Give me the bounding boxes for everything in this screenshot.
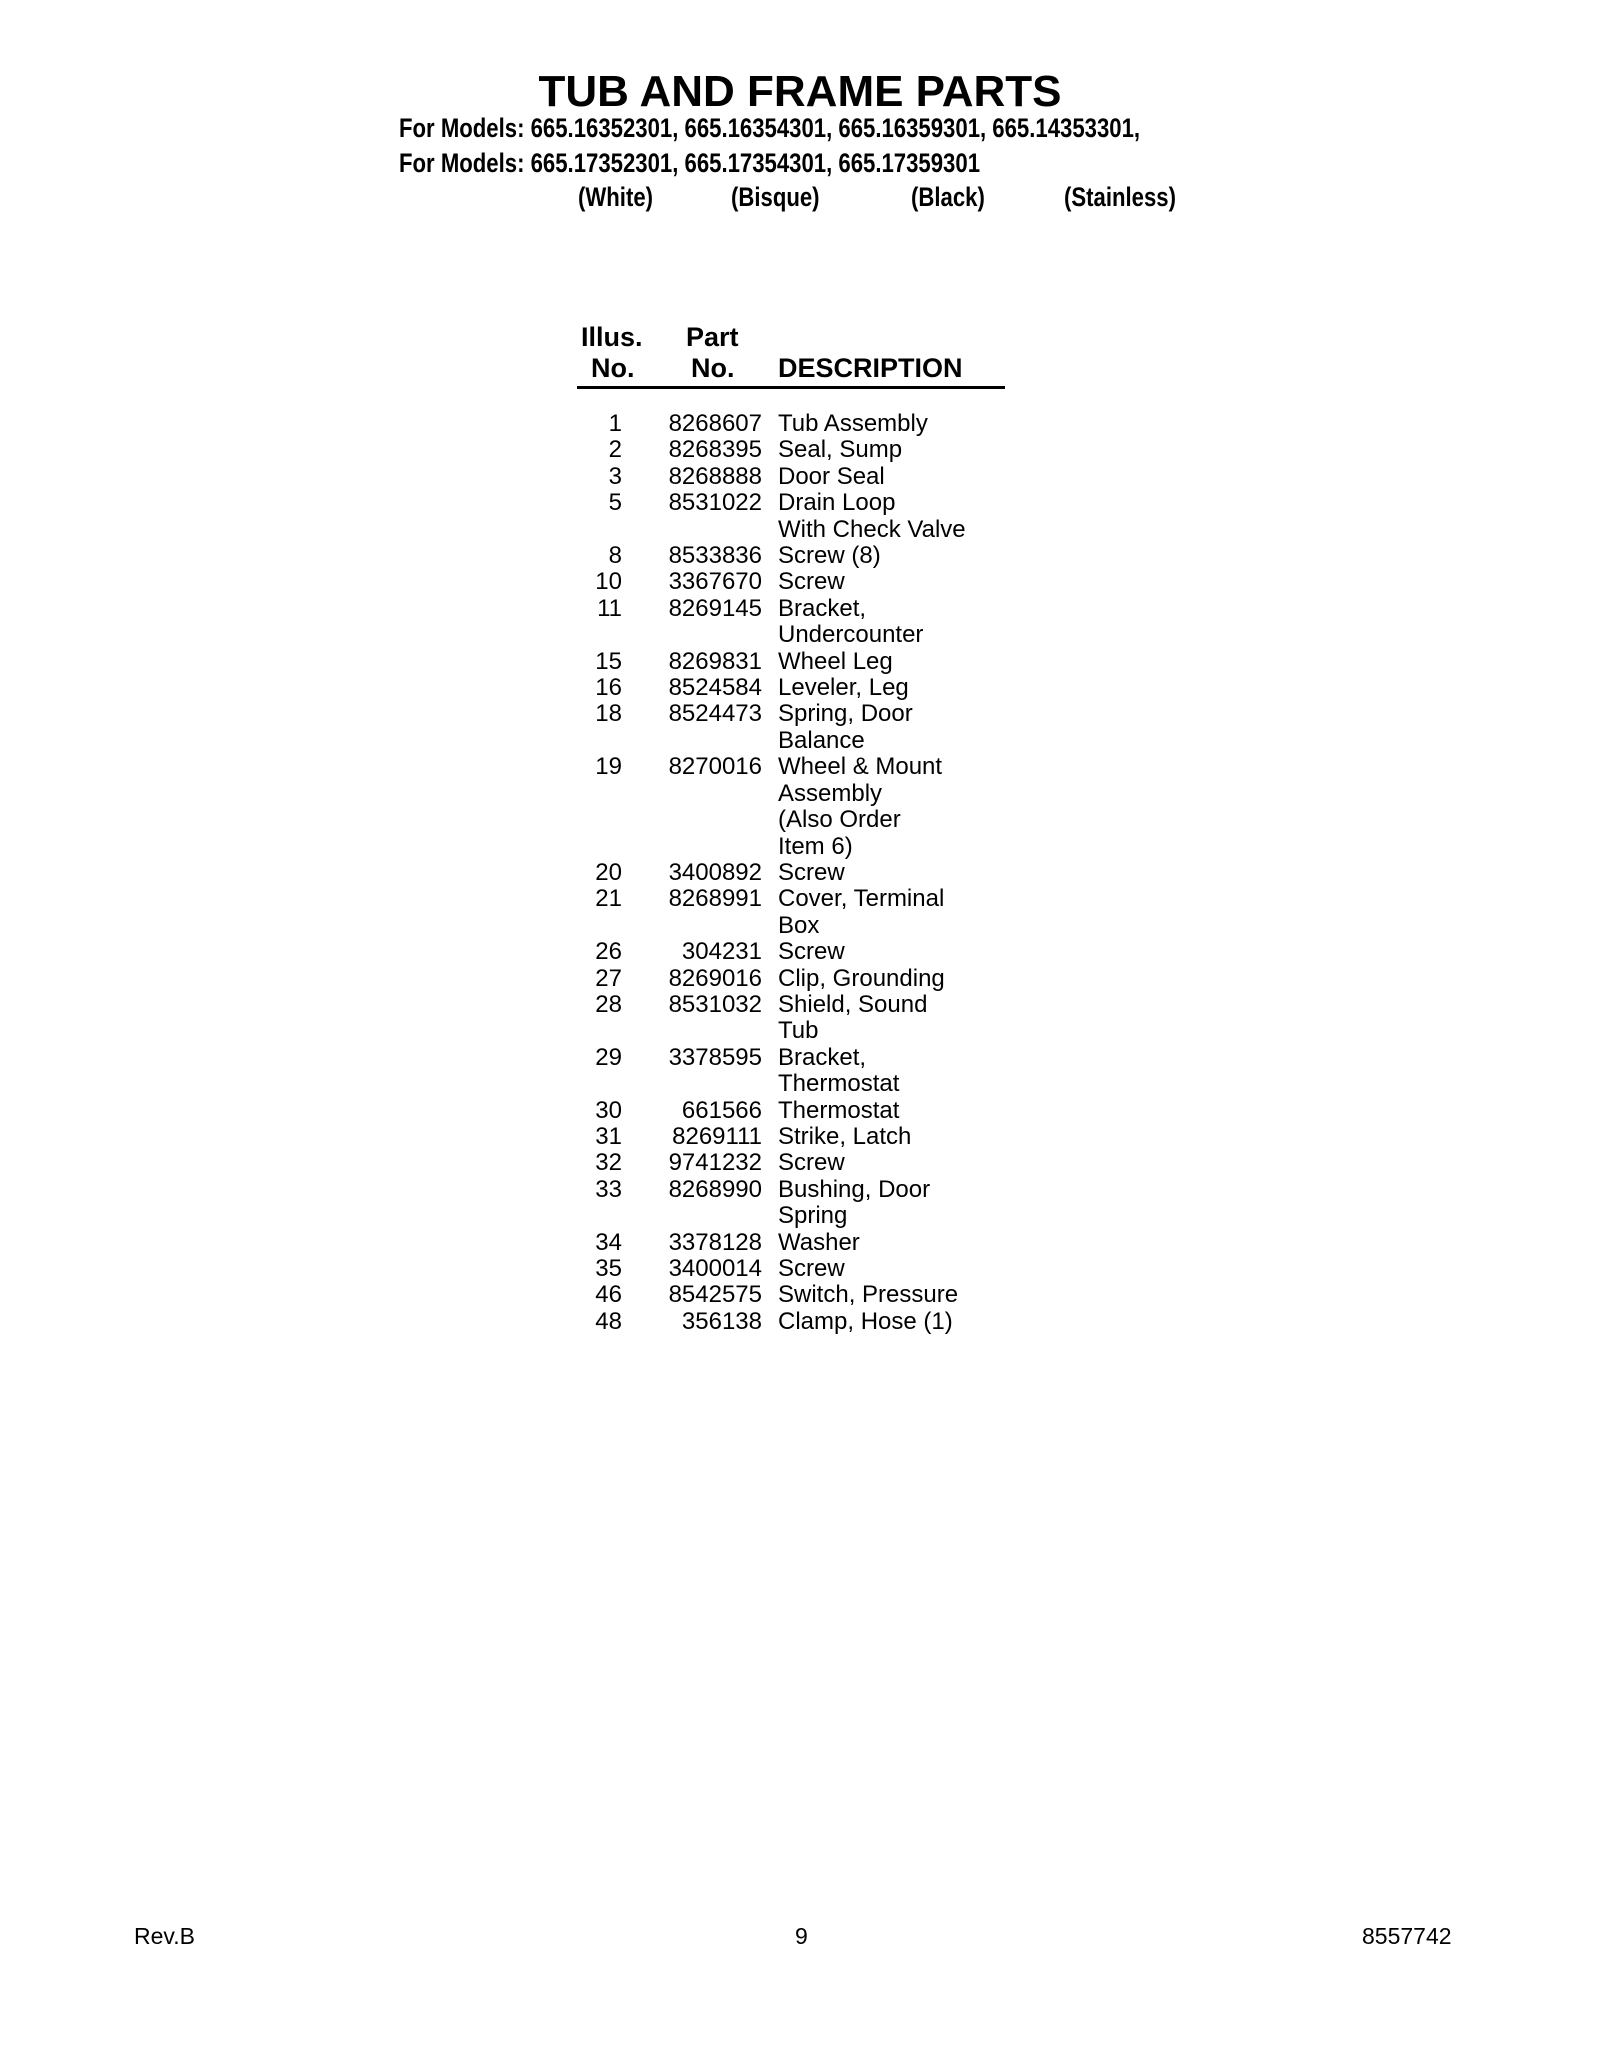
part-description bbox=[762, 1177, 930, 1230]
part-description bbox=[762, 966, 945, 992]
part-description bbox=[762, 1256, 845, 1282]
description-line: Bushing, Door bbox=[778, 1175, 931, 1203]
finish-stainless: (Stainless) bbox=[1064, 182, 1176, 212]
table-row bbox=[570, 1256, 1020, 1282]
part-number: 3400014 bbox=[668, 1255, 762, 1282]
illus-number: 21 bbox=[595, 885, 622, 913]
footer-document-number: 8557742 bbox=[1362, 1923, 1452, 1949]
description-line: Assembly bbox=[778, 779, 883, 807]
table-row bbox=[570, 966, 1020, 992]
description-line: Clamp, Hose (1) bbox=[778, 1307, 953, 1335]
header-illus-line1: Illus. bbox=[581, 322, 643, 352]
description-line: Screw bbox=[778, 1149, 845, 1177]
part-number: 8268395 bbox=[668, 436, 762, 464]
part-number: 8531032 bbox=[668, 990, 762, 1018]
page-title: TUB AND FRAME PARTS bbox=[538, 67, 1062, 116]
illus-number: 2 bbox=[608, 436, 622, 464]
description-line: Wheel Leg bbox=[778, 647, 893, 675]
table-row bbox=[570, 596, 1020, 649]
header-divider bbox=[577, 386, 1005, 389]
description-line: Tub bbox=[778, 1017, 819, 1045]
illus-number: 10 bbox=[595, 568, 622, 596]
part-description bbox=[762, 437, 902, 463]
header-part-line2: No. bbox=[691, 353, 735, 383]
table-row bbox=[570, 543, 1020, 569]
part-number: 3367670 bbox=[668, 568, 762, 596]
part-description bbox=[762, 1124, 911, 1150]
description-line: Screw bbox=[778, 938, 845, 966]
illus-number: 48 bbox=[595, 1307, 622, 1335]
part-description bbox=[762, 1309, 953, 1335]
part-number: 304231 bbox=[681, 938, 762, 966]
illus-number: 26 bbox=[595, 938, 622, 966]
illus-number: 15 bbox=[595, 647, 622, 675]
footer-page-number: 9 bbox=[795, 1923, 808, 1949]
table-row bbox=[570, 860, 1020, 886]
description-line: Thermostat bbox=[778, 1070, 900, 1098]
table-row bbox=[570, 886, 1020, 939]
finish-black: (Black) bbox=[911, 182, 985, 212]
table-row bbox=[570, 437, 1020, 463]
illus-number: 33 bbox=[595, 1175, 622, 1203]
description-line: Shield, Sound bbox=[778, 990, 928, 1018]
description-line: Spring, Door bbox=[778, 700, 913, 728]
illus-number: 30 bbox=[595, 1096, 622, 1124]
illus-number: 18 bbox=[595, 700, 622, 728]
part-number: 8270016 bbox=[668, 753, 762, 781]
header-illus-line2: No. bbox=[591, 353, 635, 383]
table-row bbox=[570, 649, 1020, 675]
description-line: Balance bbox=[778, 726, 865, 754]
part-number: 8269145 bbox=[668, 594, 762, 622]
illus-number: 19 bbox=[595, 753, 622, 781]
table-row bbox=[570, 490, 1020, 543]
part-number: 8268607 bbox=[668, 410, 762, 437]
part-description bbox=[762, 754, 942, 860]
table-row bbox=[570, 1309, 1020, 1335]
illus-number: 32 bbox=[595, 1149, 622, 1177]
illus-number: 3 bbox=[608, 462, 622, 490]
table-row bbox=[570, 1124, 1020, 1150]
illus-number: 46 bbox=[595, 1281, 622, 1309]
table-row bbox=[570, 1150, 1020, 1176]
part-description bbox=[762, 1150, 845, 1176]
description-line: With Check Valve bbox=[778, 515, 966, 543]
finish-white: (White) bbox=[578, 182, 654, 212]
description-line: Cover, Terminal bbox=[778, 885, 945, 913]
description-line: Undercounter bbox=[778, 621, 924, 649]
part-description bbox=[762, 886, 944, 939]
description-line: Switch, Pressure bbox=[778, 1281, 959, 1309]
table-row bbox=[570, 1045, 1020, 1098]
illus-number: 27 bbox=[595, 964, 622, 992]
part-number: 8269831 bbox=[668, 647, 762, 675]
description-line: Tub Assembly bbox=[778, 410, 928, 437]
description-line: Screw bbox=[778, 568, 845, 596]
description-line: Leveler, Leg bbox=[778, 674, 909, 702]
table-row bbox=[570, 939, 1020, 965]
description-line: Washer bbox=[778, 1228, 860, 1256]
illus-number: 35 bbox=[595, 1255, 622, 1282]
part-number: 356138 bbox=[681, 1307, 762, 1335]
part-number: 3378595 bbox=[668, 1043, 762, 1071]
footer-revision: Rev.B bbox=[134, 1923, 195, 1949]
illus-number: 34 bbox=[595, 1228, 622, 1256]
description-line: Drain Loop bbox=[778, 489, 896, 517]
part-number: 9741232 bbox=[668, 1149, 762, 1177]
part-number: 661566 bbox=[681, 1096, 762, 1124]
description-line: Screw (8) bbox=[778, 542, 881, 570]
table-row bbox=[570, 701, 1020, 754]
description-line: Thermostat bbox=[778, 1096, 900, 1124]
description-line: Wheel & Mount bbox=[778, 753, 943, 781]
table-row bbox=[570, 1098, 1020, 1124]
part-description bbox=[762, 490, 966, 543]
part-description bbox=[762, 860, 845, 886]
part-description bbox=[762, 569, 845, 595]
description-line: Door Seal bbox=[778, 462, 885, 490]
finish-bisque: (Bisque) bbox=[731, 182, 820, 212]
part-description bbox=[762, 675, 909, 701]
part-number: 8269111 bbox=[672, 1122, 762, 1150]
description-line: Item 6) bbox=[778, 832, 853, 860]
part-number: 8542575 bbox=[668, 1281, 762, 1309]
description-line: Seal, Sump bbox=[778, 436, 903, 464]
part-description bbox=[762, 1230, 860, 1256]
part-description bbox=[762, 649, 893, 675]
part-number: 8524473 bbox=[668, 700, 762, 728]
header-part-line1: Part bbox=[686, 322, 739, 352]
illus-number: 29 bbox=[595, 1043, 622, 1071]
parts-list bbox=[570, 411, 1020, 1335]
part-number: 8531022 bbox=[668, 489, 762, 517]
table-row bbox=[570, 569, 1020, 595]
part-number: 8268990 bbox=[668, 1175, 762, 1203]
table-row bbox=[570, 754, 1020, 860]
models-line-1: For Models: 665.16352301, 665.16354301, 665.16359301, 665.14353301, bbox=[399, 113, 1141, 143]
part-number: 8533836 bbox=[668, 542, 762, 570]
illus-number: 31 bbox=[595, 1122, 622, 1150]
part-description bbox=[762, 939, 845, 965]
illus-number: 16 bbox=[595, 674, 622, 702]
description-line: (Also Order bbox=[778, 806, 901, 834]
description-line: Box bbox=[778, 911, 820, 939]
table-row bbox=[570, 411, 1020, 437]
part-number: 8269016 bbox=[668, 964, 762, 992]
table-row bbox=[570, 464, 1020, 490]
description-line: Screw bbox=[778, 1255, 845, 1282]
part-description bbox=[762, 543, 881, 569]
part-number: 3378128 bbox=[668, 1228, 762, 1256]
part-description bbox=[762, 1282, 958, 1308]
part-description bbox=[762, 1045, 899, 1098]
illus-number: 5 bbox=[608, 489, 622, 517]
illus-number: 1 bbox=[608, 410, 622, 437]
part-description bbox=[762, 464, 885, 490]
description-line: Screw bbox=[778, 858, 845, 886]
part-number: 8524584 bbox=[668, 674, 762, 702]
part-number: 8268888 bbox=[668, 462, 762, 490]
illus-number: 11 bbox=[597, 594, 622, 622]
illus-number: 28 bbox=[595, 990, 622, 1018]
part-description bbox=[762, 596, 923, 649]
part-description bbox=[762, 992, 927, 1045]
part-description bbox=[762, 411, 928, 437]
part-description bbox=[762, 701, 913, 754]
illus-number: 8 bbox=[608, 542, 622, 570]
part-description bbox=[762, 1098, 899, 1124]
description-line: Strike, Latch bbox=[778, 1122, 912, 1150]
part-number: 3400892 bbox=[668, 858, 762, 886]
table-row bbox=[570, 1282, 1020, 1308]
header-description: DESCRIPTION bbox=[778, 353, 963, 383]
description-line: Clip, Grounding bbox=[778, 964, 945, 992]
table-row bbox=[570, 1177, 1020, 1230]
part-number: 8268991 bbox=[668, 885, 762, 913]
table-row bbox=[570, 992, 1020, 1045]
description-line: Bracket, bbox=[778, 1043, 867, 1071]
table-row bbox=[570, 1230, 1020, 1256]
description-line: Bracket, bbox=[778, 594, 867, 622]
description-line: Spring bbox=[778, 1202, 848, 1230]
models-line-2: For Models: 665.17352301, 665.17354301, 665.17359301 bbox=[399, 148, 981, 178]
illus-number: 20 bbox=[595, 858, 622, 886]
table-row bbox=[570, 675, 1020, 701]
